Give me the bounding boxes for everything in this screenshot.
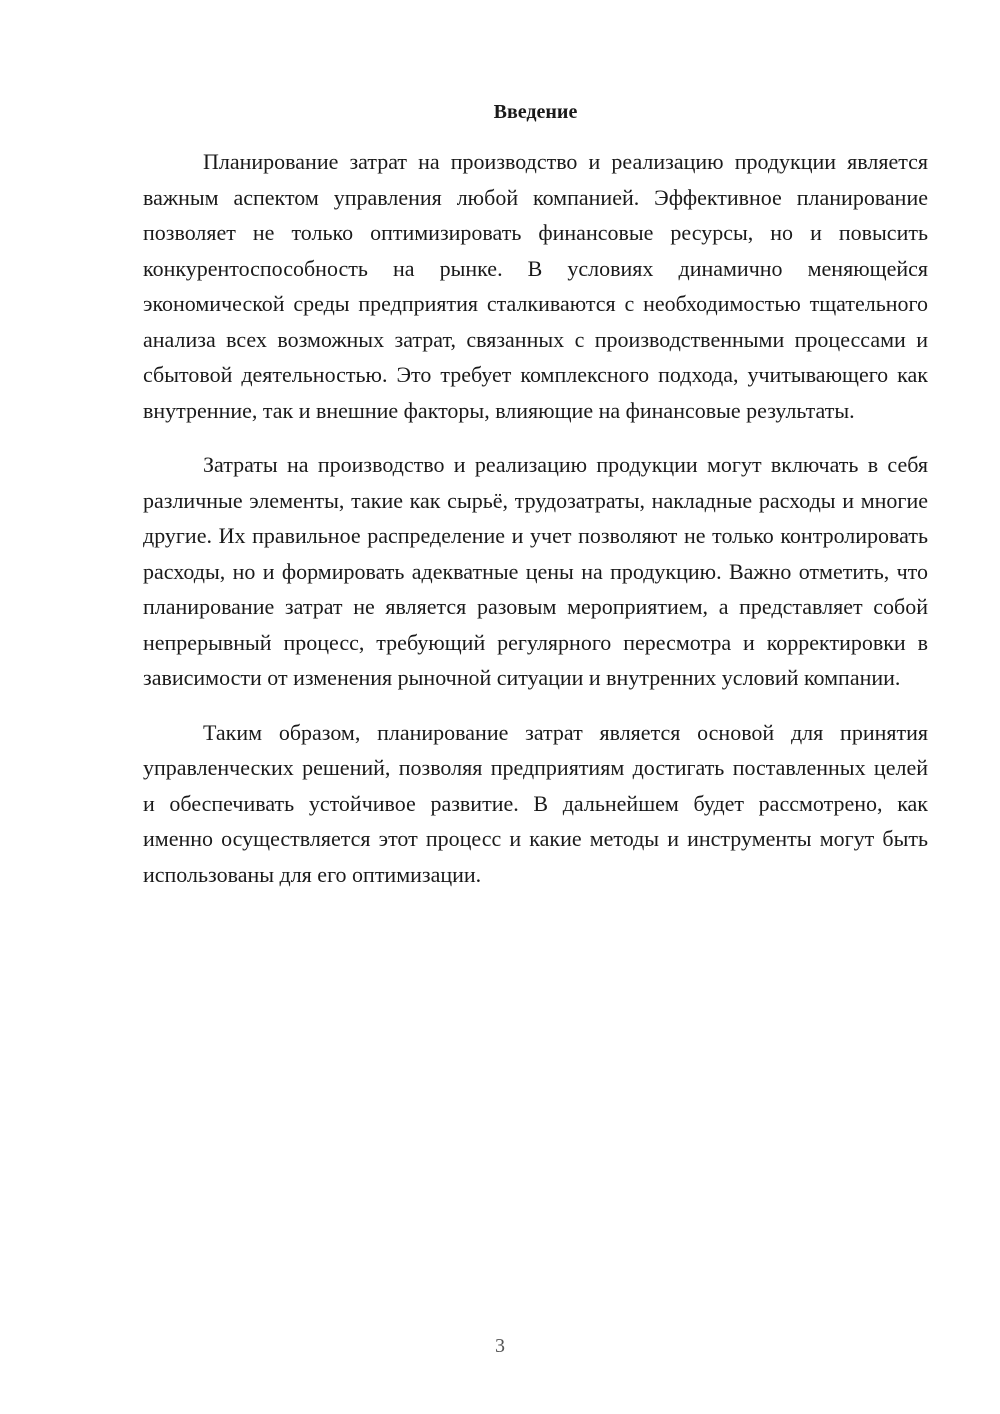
paragraph-1: Планирование затрат на производство и реализацию продукции является важным аспектом управления любой компанией. Эффективное планирование позволяет не только оптимизировать финансовые ресурсы, но и повысить конкурентоспособность на рынке. В условиях динамично меняющейся экономической среды предприятия сталкиваются с необходимостью тщательного анализа всех возможных затрат, связанных с производственными процессами и сбытовой деятельностью. Это требует комплексного подхода, учитывающего как внутренние, так и внешние факторы, влияющие на финансовые результаты. — [143, 149, 928, 423]
body-text — [143, 144, 928, 911]
page-number: 3 — [495, 1335, 505, 1357]
paragraph-2: Затраты на производство и реализацию продукции могут включать в себя различные элементы, такие как сырьё, трудозатраты, накладные расходы и многие другие. Их правильное распределение и учет позволяют не только контролировать расходы, но и формировать адекватные цены на продукцию. Важно отметить, что планирование затрат не является разовым мероприятием, а представляет собой непрерывный процесс, требующий регулярного пересмотра и корректировки в зависимости от изменения рыночной ситуации и внутренних условий компании. — [143, 452, 928, 690]
section-heading: Введение — [493, 101, 578, 123]
paragraph-3: Таким образом, планирование затрат является основой для принятия управленческих решений, позволяя предприятиям достигать поставленных целей и обеспечивать устойчивое развитие. В дальнейшем будет рассмотрено, как именно осуществляется этот процесс и какие методы и инструменты могут быть использованы для его оптимизации. — [143, 719, 928, 887]
